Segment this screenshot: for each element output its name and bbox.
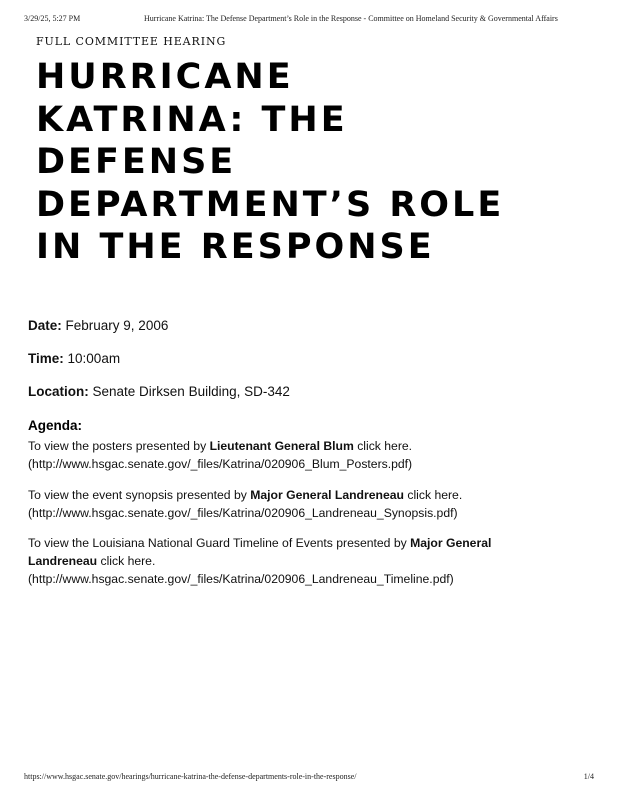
hearing-title-line: IN THE RESPONSE (36, 227, 435, 267)
print-timestamp: 3/29/25, 5:27 PM (24, 14, 81, 23)
hearing-title-line: HURRICANE (36, 57, 294, 97)
agenda-item-url[interactable]: (http://www.hsgac.senate.gov/_files/Katrina/020906_Landreneau_Timeline.pdf) (28, 572, 454, 586)
hearing-time (28, 351, 120, 366)
print-page-url: https://www.hsgac.senate.gov/hearings/hurricane-katrina-the-defense-departments-role-in-the-response/ (24, 772, 357, 781)
agenda-item-presenter: Major General Landreneau (250, 488, 404, 502)
agenda-click-here-link[interactable]: click here. (353, 439, 413, 453)
agenda-label: Agenda: (28, 418, 82, 433)
date-value: February 9, 2006 (65, 318, 169, 333)
hearing-title (36, 56, 596, 269)
print-header (24, 14, 594, 28)
print-footer (24, 772, 594, 784)
hearing-title-line: DEPARTMENT’S ROLE (36, 184, 505, 225)
agenda-item-prefix: To view the Louisiana National Guard Timeline of Events presented by (28, 536, 411, 550)
print-page-number: 1/4 (583, 772, 594, 781)
hearing-location (28, 384, 290, 399)
location-value: Senate Dirksen Building, SD-342 (92, 384, 290, 399)
hearing-title-line: KATRINA: THE (36, 99, 348, 140)
print-doc-title: Hurricane Katrina: The Defense Department’s Role in the Response - Committee on Homeland Security & Governmental Affairs (144, 14, 558, 23)
agenda-click-here-link[interactable]: click here. (97, 554, 156, 568)
agenda-item-prefix: To view the event synopsis presented by (28, 488, 251, 502)
agenda-item (28, 486, 548, 522)
agenda-click-here-link[interactable]: click here. (403, 488, 463, 502)
hearing-title-line: DEFENSE (36, 142, 237, 182)
agenda-item (28, 437, 548, 473)
agenda-item-url[interactable]: (http://www.hsgac.senate.gov/_files/Katrina/020906_Blum_Posters.pdf) (28, 457, 413, 471)
agenda-item-presenter: Lieutenant General Blum (209, 439, 354, 453)
time-label: Time: (28, 351, 64, 366)
agenda-item (28, 534, 548, 588)
hearing-type-label: FULL COMMITTEE HEARING (36, 35, 227, 48)
agenda-item-presenter: Major General Landreneau (28, 536, 492, 568)
date-label: Date: (28, 318, 62, 333)
time-value: 10:00am (67, 351, 121, 366)
hearing-date (28, 318, 168, 333)
agenda-item-prefix: To view the posters presented by (28, 439, 210, 453)
location-label: Location: (28, 384, 89, 399)
agenda-item-url[interactable]: (http://www.hsgac.senate.gov/_files/Katrina/020906_Landreneau_Synopsis.pdf) (28, 506, 458, 520)
